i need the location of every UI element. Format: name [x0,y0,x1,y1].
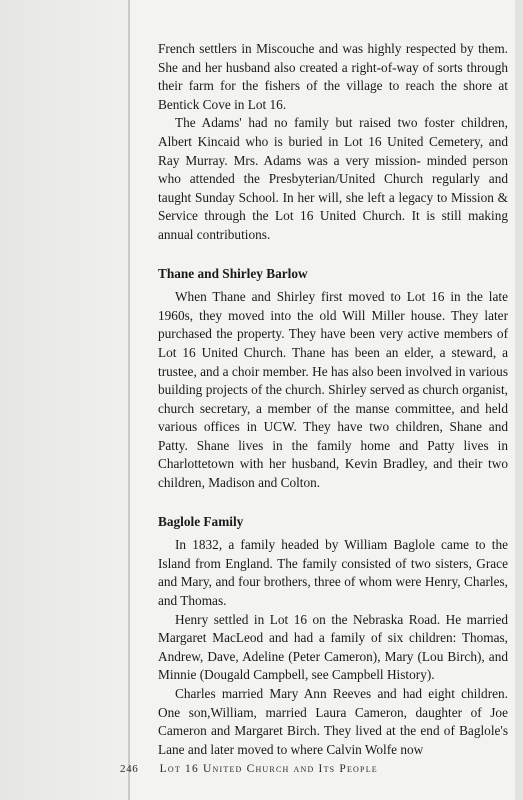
baglole-paragraph-2: Henry settled in Lot 16 on the Nebraska Road. He married Margaret MacLeod and had a family of six children: Thomas, Andrew, Dave, Adeline (Peter Cameron), Mary (Lou Birch), and Minnie (Dougald Campbell, see Campbell History). [158,611,508,683]
section-heading-baglole: Baglole Family [158,513,244,529]
intro-paragraph-2: The Adams' had no family but raised two foster children, Albert Kincaid who is buried in Lot 16 United Cemetery, and Ray Murray. Mrs. Adams was a very mission- minded person who attended the Presbyterian/United Church regularly and taught Sunday School. In her will, she left a legacy to Mission & Service through the Lot 16 United Church. It is still making annual contributions. [158,115,508,242]
page-body [158,40,508,759]
baglole-paragraph-1: In 1832, a family headed by William Baglole came to the Island from England. The family consisted of two sisters, Grace and Mary, and four brothers, three of whom were Henry, Charles, and Thomas. [158,537,508,609]
intro-paragraph-1: French settlers in Miscouche and was highly respected by them. She and her husband also created a right-of-way of sorts through their farm for the fishers of the village to reach the shore at Bentick Cove in Lot 16. [158,41,508,112]
page-footer [120,763,510,775]
barlow-paragraph: When Thane and Shirley first moved to Lot 16 in the late 1960s, they moved into the old Will Miller house. They later purchased the property. They have been very active members of Lot 16 United Church. Thane has been an elder, a steward, a trustee, and a choir member. He has also been involved in various building projects of the church. Shirley served as church organist, church secretary, a member of the manse committee, and held various offices in UCW. They have two children, Shane and Patty. Shane lives in the family home and Patty lives in Charlottetown with her husband, Kevin Bradley, and their two children, Madison and Colton. [158,289,508,491]
baglole-paragraph-3: Charles married Mary Ann Reeves and had eight children. One son,William, married Laura Cameron, daughter of Joe Cameron and Margaret Birch. They lived at the end of Baglole's Lane and later moved to where Calvin Wolfe now [158,686,508,757]
binding-gutter [0,0,128,800]
page-edge [515,0,523,800]
running-title: Lot 16 United Church and Its People [159,763,378,775]
page-number: 246 [120,763,139,775]
gutter-fold-line [128,0,130,800]
section-heading-barlow: Thane and Shirley Barlow [158,265,308,281]
